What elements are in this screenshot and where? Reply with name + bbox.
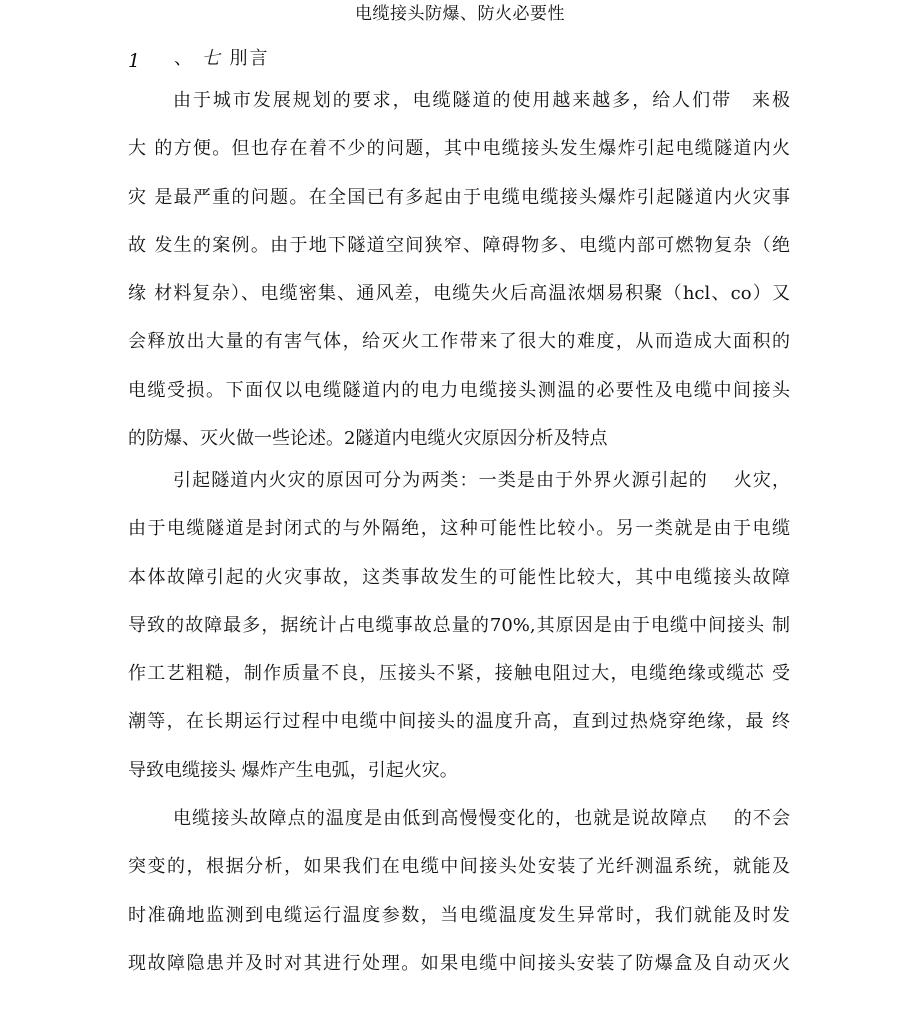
document-title: 电缆接头防爆、防火必要性: [355, 4, 565, 24]
section-heading: [128, 44, 728, 74]
paragraph-line: 会释放出大量的有害气体，给灭火工作带来了很大的难度，从而造成大面积的: [128, 331, 790, 353]
paragraph-line: 导致的故障最多，据统计占电缆事故总量的70%,其原因是由于电缆中间接头 制: [128, 614, 790, 636]
paragraph-line: 的防爆、灭火做一些论述。2隧道内电缆火灾原因分析及特点: [128, 428, 608, 450]
section-number: 1: [128, 50, 141, 72]
paragraph-line: 电缆接头故障点的温度是由低到高慢慢变化的，也就是说故障点 的不会: [173, 808, 790, 829]
section-separator: 、: [174, 48, 194, 69]
paragraph-line: 故 发生的案例。由于地下隧道空间狭窄、障碍物多、电缆内部可燃物复杂（绝: [128, 234, 790, 256]
paragraph-line: 潮等，在长期运行过程中电缆中间接头的温度升高，直到过热烧穿绝缘，最 终: [128, 711, 790, 733]
paragraph-line: 本体故障引起的火灾事故，这类事故发生的可能性比较大，其中电缆接头故障: [128, 566, 790, 588]
paragraph-line: 现故障隐患并及时对其进行处理。如果电缆中间接头安装了防爆盒及自动灭火: [128, 952, 790, 974]
paragraph-1: [128, 86, 790, 472]
paragraph-2: [128, 466, 790, 804]
paragraph-line: 作工艺粗糙，制作质量不良，压接头不紧，接触电阻过大，电缆绝缘或缆芯 受: [128, 663, 790, 685]
section-heading-text: [174, 44, 269, 70]
paragraph-line: 引起隧道内火灾的原因可分为两类：一类是由于外界火源引起的 火灾，: [173, 470, 790, 491]
paragraph-line: 导致电缆接头 爆炸产生电弧，引起火灾。: [128, 759, 458, 781]
paragraph-3: [128, 804, 790, 997]
paragraph-line: 由于城市发展规划的要求，电缆隧道的使用越来越多，给人们带 来极: [173, 90, 790, 111]
paragraph-line: 由于电缆隧道是封闭式的与外隔绝，这种可能性比较小。另一类就是由于电缆: [128, 518, 790, 540]
paragraph-line: 突变的，根据分析，如果我们在电缆中间接头处安装了光纤测温系统，就能及: [128, 856, 790, 878]
paragraph-line: 电缆受损。下面仅以电缆隧道内的电力电缆接头测温的必要性及电缆中间接头: [128, 379, 790, 401]
paragraph-line: 灾 是最严重的问题。在全国已有多起由于电缆电缆接头爆炸引起隧道内火灾事: [128, 186, 790, 208]
paragraph-line: 时准确地监测到电缆运行温度参数，当电缆温度发生异常时，我们就能及时发: [128, 904, 790, 926]
paragraph-line: 缘 材料复杂）、电缆密集、通风差，电缆失火后高温浓烟易积聚（hcl、co）又: [128, 283, 790, 305]
paragraph-line: 大 的方便。但也存在着不少的问题，其中电缆接头发生爆炸引起电缆隧道内火: [128, 138, 790, 160]
section-title: 刖言: [229, 48, 270, 69]
section-marker: 七: [201, 48, 222, 69]
